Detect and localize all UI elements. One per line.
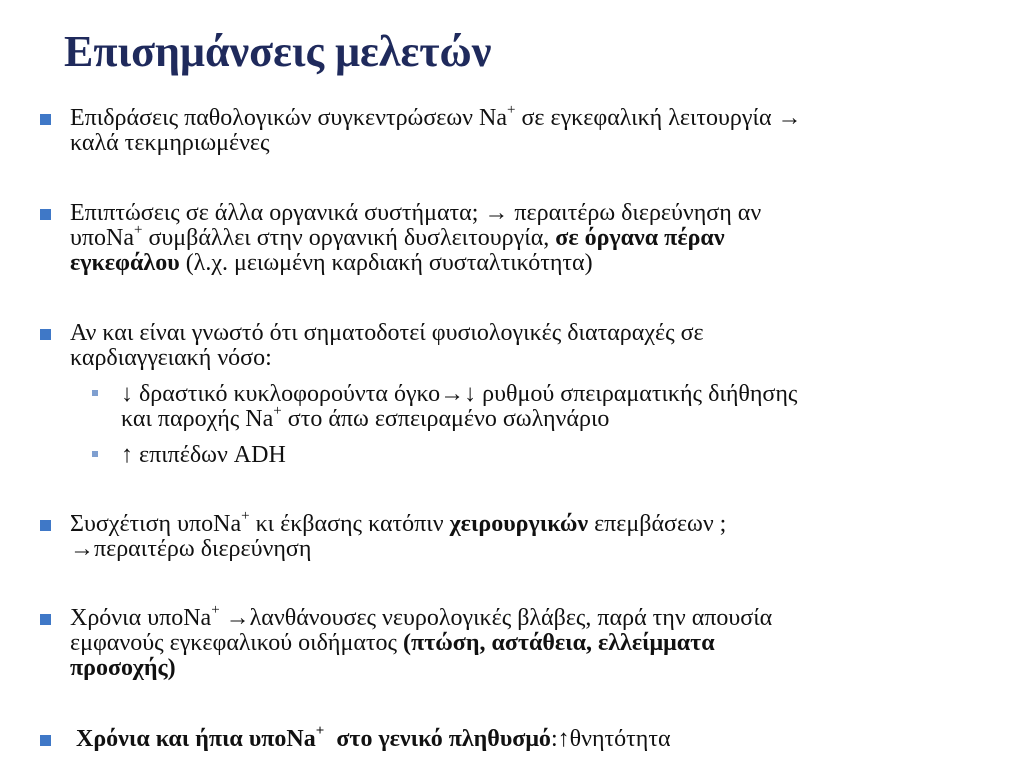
bullet-general-population-mortality — [40, 723, 990, 752]
bullet-line — [40, 602, 990, 631]
superscript-plus: + — [315, 723, 325, 739]
sub-bullet-line — [40, 382, 990, 407]
square-bullet-icon — [40, 114, 51, 125]
bullet-text: συμβάλλει στην οργανική δυσλειτουργία, — [142, 225, 556, 251]
bullet-text: Επιδράσεις παθολογικών συγκεντρώσεων Na — [70, 105, 508, 131]
bullet-text: Επιπτώσεις σε άλλα οργανικά συστήματα; → περαιτέρω διερεύνηση αν — [70, 200, 762, 226]
bullet-line — [40, 723, 990, 752]
bullet-line — [40, 656, 990, 681]
bullet-line — [40, 201, 990, 226]
sub-bullet-text: ↑ επιπέδων ADH — [121, 442, 286, 468]
bullet-line — [40, 631, 990, 656]
bullet-other-organ-systems — [40, 201, 990, 276]
square-bullet-icon — [40, 209, 51, 220]
bullet-text: καρδιαγγειακή νόσο: — [70, 345, 272, 371]
superscript-plus: + — [211, 602, 220, 618]
superscript-plus: + — [133, 222, 143, 238]
bullet-text: :↑θνητότητα — [550, 726, 671, 752]
bullet-text: Συσχέτιση υποNa — [70, 511, 242, 537]
bullet-text: Αν και είναι γνωστό ότι σηματοδοτεί φυσιολογικές διαταραχές σε — [70, 320, 704, 346]
square-bullet-icon — [40, 735, 51, 746]
superscript-plus: + — [507, 102, 516, 118]
square-bullet-icon — [40, 329, 51, 340]
bullet-line — [40, 346, 990, 371]
bullet-bold-text: προσοχής) — [70, 655, 176, 681]
bullet-line — [40, 251, 990, 276]
sub-bullet-text: και παροχής Na — [121, 406, 274, 432]
bullet-text: Χρόνια υποNa — [70, 605, 212, 631]
bullet-text: κι έκβασης κατόπιν — [249, 511, 450, 537]
bullet-text: υποNa — [70, 225, 134, 251]
bullet-text: (λ.χ. μειωμένη καρδιακή συσταλτικότητα) — [179, 250, 593, 276]
small-square-bullet-icon — [92, 451, 98, 457]
sub-bullet-text: ↓ δραστικό κυκλοφορούντα όγκο→↓ ρυθμού σπειραματικής διήθησης — [121, 381, 798, 407]
slide-title: Επισημάνσεις μελετών — [64, 27, 492, 76]
sub-bullet-text: στο άπω εσπειραμένο σωληνάριο — [281, 406, 610, 432]
square-bullet-icon — [40, 614, 51, 625]
bullet-bold-text: Χρόνια και ήπια υποNa — [70, 726, 316, 752]
bullet-text: →περαιτέρω διερεύνηση — [70, 536, 312, 562]
bullet-bold-text: χειρουργικών — [449, 511, 589, 537]
bullet-text: επεμβάσεων ; — [588, 511, 727, 537]
bullet-line — [40, 102, 990, 131]
bullet-cardiovascular — [40, 321, 990, 468]
bullet-line — [40, 222, 990, 251]
bullet-line — [40, 537, 990, 562]
bullet-bold-text: σε όργανα πέραν — [555, 225, 725, 251]
sub-bullet-line — [40, 443, 990, 468]
square-bullet-icon — [40, 520, 51, 531]
small-square-bullet-icon — [92, 390, 98, 396]
bullet-bold-text: στο γενικό πληθυσμό — [324, 726, 551, 752]
bullet-text: σε εγκεφαλική λειτουργία → — [515, 105, 802, 131]
bullet-na-brain-effects — [40, 102, 990, 156]
bullet-surgical-outcome — [40, 508, 990, 562]
bullet-bold-text: εγκεφάλου — [70, 250, 180, 276]
bullet-chronic-neurological — [40, 602, 990, 681]
bullet-line — [40, 131, 990, 156]
bullet-text: →λανθάνουσες νευρολογικές βλάβες, παρά την απουσία — [219, 605, 773, 631]
superscript-plus: + — [241, 508, 250, 524]
bullet-line — [40, 508, 990, 537]
sub-bullet-line — [40, 403, 990, 432]
superscript-plus: + — [273, 403, 282, 419]
bullet-text: εμφανούς εγκεφαλικού οιδήματος — [70, 630, 404, 656]
bullet-line — [40, 321, 990, 346]
bullet-bold-text: (πτώση, αστάθεια, ελλείμματα — [403, 630, 715, 656]
bullet-text: καλά τεκμηριωμένες — [70, 130, 270, 156]
